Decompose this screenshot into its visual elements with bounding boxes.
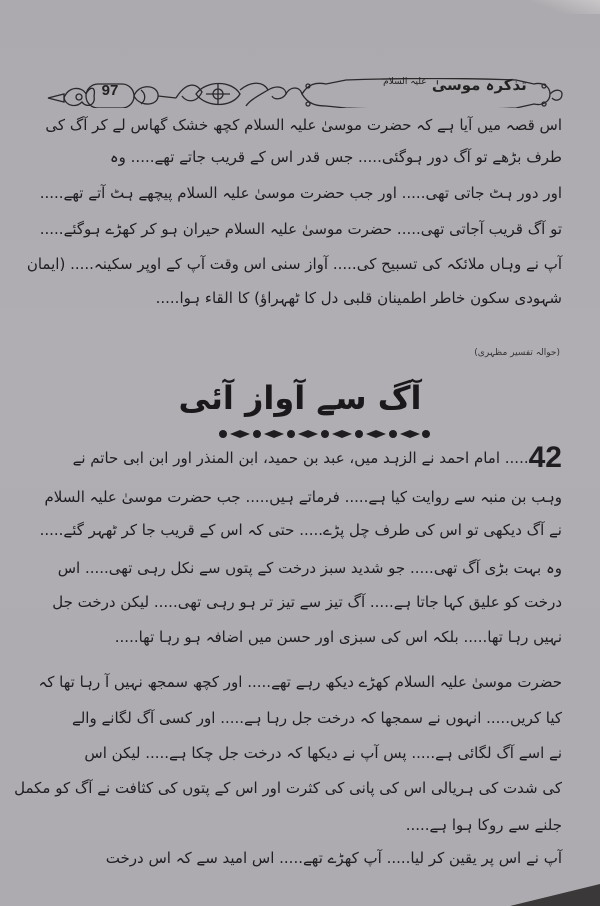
text-line: نے آگ دیکھی تو اس کی طرف چل پڑے..... حتی کہ اس کے قریب جا کر ٹھہر گئے..... bbox=[39, 521, 562, 539]
text-line: نہیں رہا تھا..... بلکہ اس کی سبزی اور حسن میں اضافہ ہو رہا تھا..... bbox=[114, 628, 562, 646]
text-line: حضرت موسیٰ علیہ السلام کھڑے دیکھ رہے تھے..... اور کچھ سمجھ نہیں آ رہا تھا کہ bbox=[38, 673, 562, 691]
honorific-glyph: علیہ السلام bbox=[383, 77, 427, 87]
text-line: وہب بن منبہ سے روایت کیا ہے..... فرماتے ہیں..... جب حضرت موسیٰ علیہ السلام bbox=[44, 488, 562, 506]
text-line: طرف بڑھے تو آگ دور ہوگئی..... جس قدر اس کے قریب جاتے تھے..... وہ bbox=[109, 148, 562, 166]
text-line: شہودی سکون خاطر اطمینان قلبی دل کا ٹھہراؤ) کا القاء ہوا..... bbox=[155, 289, 562, 307]
text-line: آپ نے وہاں ملائکہ کی تسبیح کی..... آواز سنی اس وقت آپ کے اوپر سکینہ..... (ایمان bbox=[26, 255, 562, 273]
item-number: 42 bbox=[528, 441, 562, 474]
text-line: اس قصہ میں آیا ہے کہ حضرت موسیٰ علیہ السلام کچھ خشک گھاس لے کر آگ کی bbox=[45, 116, 562, 134]
section-heading: آگ سے آواز آئی bbox=[178, 379, 422, 417]
page-number: 97 bbox=[101, 82, 119, 99]
page-edge-shadow bbox=[510, 884, 600, 906]
running-title-text: تذکرہ موسیٰ bbox=[431, 76, 527, 94]
text-line: نے اسے آگ لگائی ہے..... پس آپ نے دیکھا کہ درخت جل چکا ہے..... لیکن اس bbox=[84, 744, 562, 762]
text-line: اور دور ہٹ جاتی تھی..... اور جب حضرت موسیٰ علیہ السلام پیچھے ہٹ آتے تھے..... bbox=[39, 184, 562, 202]
text-line: کی شدت کی ہریالی اس کی پانی کی کثرت اور اس کے پتوں کی کثافت نے آگ کو مکمل bbox=[14, 779, 562, 797]
citation: (حوالہ تفسیر مظہری) bbox=[474, 348, 560, 358]
text-line: وہ بہت بڑی آگ تھی..... جو شدید سبز درخت کے پتوں سے نکل رہی تھی..... اس bbox=[57, 559, 562, 577]
page-corner-highlight bbox=[530, 0, 600, 14]
text-line: ..... امام احمد نے الزہد میں، عبد بن حمید، ابن المنذر اور ابن ابی حاتم نے bbox=[72, 449, 529, 467]
running-title bbox=[380, 76, 530, 94]
text-line: کیا کریں..... انہوں نے سمجھا کہ درخت جل رہا ہے..... اور کسی آگ لگانے والے bbox=[71, 709, 562, 727]
dotted-divider-icon bbox=[218, 429, 430, 439]
text-line: آپ نے اس پر یقین کر لیا..... آپ کھڑے تھے..... اس امید سے کہ اس درخت bbox=[105, 849, 562, 867]
text-line-numbered bbox=[72, 441, 562, 474]
text-line: تو آگ قریب آجاتی تھی..... حضرت موسیٰ علیہ السلام حیران ہو کر کھڑے ہوگئے..... bbox=[39, 220, 562, 238]
text-line: درخت کو علیق کہا جاتا ہے..... آگ تیز سے تیز تر ہو رہی تھی..... لیکن درخت جل bbox=[52, 593, 562, 611]
text-line: جلنے سے روکا ہوا ہے..... bbox=[405, 816, 562, 834]
